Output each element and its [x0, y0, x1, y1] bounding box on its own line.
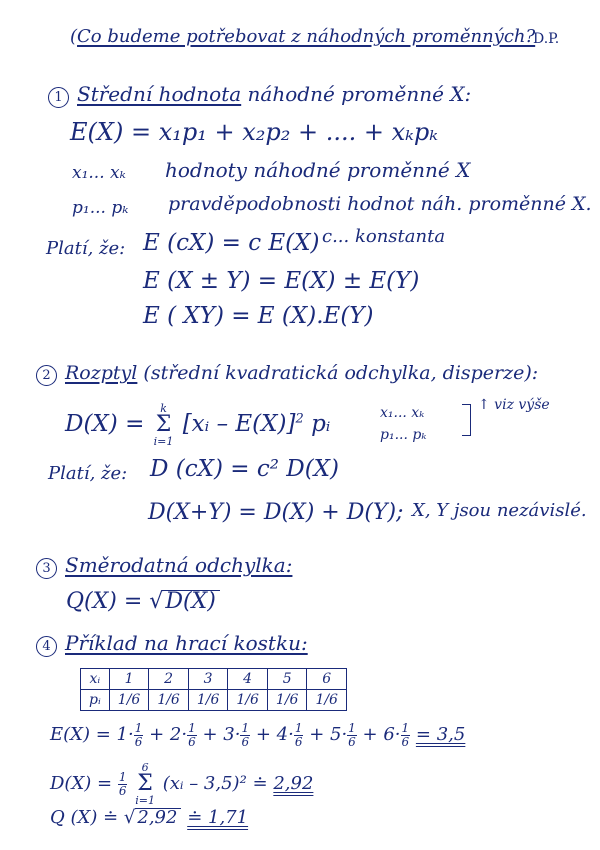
table-cell: 1/6 [149, 690, 189, 711]
page-title: (Co budeme potřebovat z náhodných proměnných? [70, 26, 536, 47]
table-cell: 1 [109, 669, 149, 690]
section-3-heading [36, 555, 292, 579]
expectation-term: 1· [116, 724, 134, 746]
section-2-number: 2 [36, 365, 57, 386]
variance-calc-lhs: D(X) = [50, 773, 113, 794]
variance-calc-sum-top: 6 [141, 761, 149, 774]
variance-formula [65, 403, 330, 447]
table-cell: 1/6 [188, 690, 228, 711]
table-header-p: pᵢ [81, 690, 110, 711]
dice-distribution-table [80, 668, 347, 711]
def-p-symbol: p₁... pₖ [72, 198, 129, 218]
table-row-x [81, 669, 347, 690]
table-cell: 2 [149, 669, 189, 690]
section-1-number: 1 [48, 87, 69, 108]
variance-body: [xᵢ – E(X)] [182, 411, 296, 437]
mean-rule-1-note: c... konstanta [322, 226, 446, 247]
fraction-one-sixth: $\frac{1}{6}$ [134, 721, 143, 749]
fraction-one-sixth: $\frac{1}{6}$ [294, 721, 303, 749]
variance-note-p: p₁... pₖ [380, 427, 427, 443]
variance-sum-top: k [160, 402, 167, 415]
sqrt-icon: √ [123, 807, 136, 828]
expectation-term: + 4· [255, 724, 294, 746]
table-cell: 4 [228, 669, 268, 690]
expectation-calc [50, 722, 465, 748]
def-x-symbol: x₁... xₖ [72, 163, 126, 183]
expectation-lhs: E(X) = [50, 724, 111, 746]
mean-rule-1: E (cX) = c E(X) [143, 230, 320, 256]
author-initials: D.P. [533, 31, 560, 47]
std-dev-calc-result: ≐ 1,71 [187, 807, 249, 828]
table-row-p [81, 690, 347, 711]
std-dev-calc [50, 808, 248, 827]
variance-sum [154, 403, 174, 447]
expectation-term: + 3· [202, 724, 241, 746]
variance-rule-2: D(X+Y) = D(X) + D(Y); [148, 500, 404, 525]
mean-rule-3: E ( XY) = E (X).E(Y) [143, 303, 374, 329]
fraction-one-sixth: $\frac{1}{6}$ [241, 721, 250, 749]
sigma-symbol: Σ [155, 412, 172, 437]
variance-calc [50, 762, 313, 806]
variance-note-arrow: ↑ viz výše [478, 397, 550, 413]
variance-calc-sum-bottom: i=1 [135, 794, 155, 807]
expectation-term: + 5· [309, 724, 348, 746]
sqrt-icon: √ [149, 589, 164, 614]
std-dev-lhs: Q(X) = [66, 589, 143, 614]
section-1-title-rest: náhodné proměnné X: [247, 82, 472, 106]
section-2-title: Rozptyl [65, 362, 138, 384]
fraction-one-sixth: $\frac{1}{6}$ [348, 721, 356, 749]
table-cell: 1/6 [307, 690, 347, 711]
table-cell: 5 [267, 669, 307, 690]
def-x-text: hodnoty náhodné proměnné X [165, 158, 471, 182]
def-p-text: pravděpodobnosti hodnot náh. proměnné X. [168, 193, 592, 215]
variance-calc-fraction: $\frac{1}{6}$ [118, 769, 127, 798]
table-cell: 1/6 [228, 690, 268, 711]
mean-rule-2: E (X ± Y) = E(X) ± E(Y) [143, 268, 420, 294]
section-1-heading [48, 84, 471, 108]
section-3-title: Směrodatná odchylka: [65, 553, 293, 577]
section-4-title: Příklad na hrací kostku: [65, 631, 308, 655]
std-dev-calc-lhs: Q (X) ≐ [50, 807, 119, 828]
fraction-one-sixth: $\frac{1}{6}$ [401, 721, 410, 749]
variance-rule-2-note: X, Y jsou nezávislé. [412, 500, 587, 521]
variance-calc-body: (xᵢ – 3,5)² ≐ [162, 773, 268, 794]
expectation-result: = 3,5 [415, 724, 466, 746]
variance-lhs: D(X) = [65, 411, 145, 437]
section-2-plati: Platí, že: [48, 463, 128, 484]
variance-pi: pᵢ [311, 411, 331, 437]
table-cell: 6 [307, 669, 347, 690]
section-3-number: 3 [36, 558, 57, 579]
variance-note-x: x₁... xₖ [380, 405, 425, 421]
mean-formula: E(X) = x₁p₁ + x₂p₂ + .... + xₖpₖ [70, 118, 439, 146]
variance-calc-sum [135, 762, 155, 806]
title-text: Co budeme potřebovat z náhodných proměnných? [77, 26, 536, 47]
variance-exponent: 2 [295, 411, 304, 427]
expectation-term: + 6· [362, 724, 401, 746]
expectation-term: + 2· [149, 724, 188, 746]
table-header-x: xᵢ [81, 669, 110, 690]
section-2-heading [36, 364, 538, 386]
section-1-title: Střední hodnota [77, 82, 242, 106]
sigma-symbol: Σ [137, 771, 153, 796]
table-cell: 3 [188, 669, 228, 690]
section-4-number: 4 [36, 636, 57, 657]
variance-rule-1: D (cX) = c² D(X) [150, 456, 340, 482]
section-2-title-rest: (střední kvadratická odchylka, disperze): [143, 362, 539, 384]
table-cell: 1/6 [109, 690, 149, 711]
std-dev-formula [66, 590, 220, 613]
std-dev-radicand: D(X) [163, 590, 219, 613]
section-4-heading [36, 633, 308, 657]
variance-note-bracket [462, 404, 471, 436]
table-cell: 1/6 [267, 690, 307, 711]
section-1-plati: Platí, že: [46, 238, 126, 259]
variance-sum-bottom: i=1 [153, 435, 174, 448]
variance-calc-result: 2,92 [273, 773, 314, 794]
fraction-one-sixth: $\frac{1}{6}$ [188, 721, 196, 749]
std-dev-calc-radicand: 2,92 [135, 808, 181, 827]
